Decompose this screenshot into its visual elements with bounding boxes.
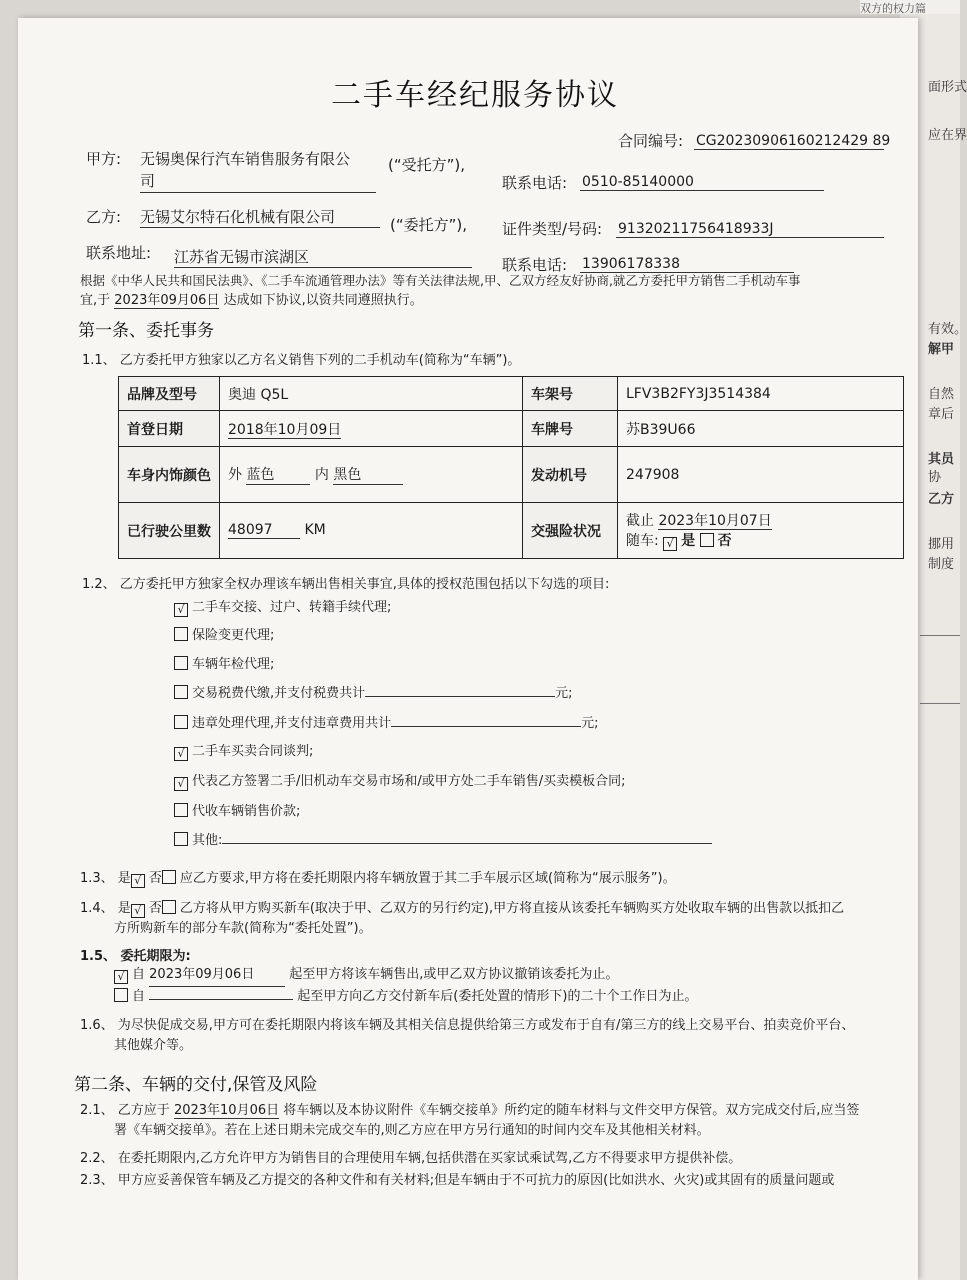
clause-2-1 (80, 1100, 859, 1122)
option-checkbox[interactable]: √ (174, 747, 188, 761)
party-a-phone: 0510-85140000 (580, 174, 824, 191)
clause-2-2: 2.2、 在委托期限内,乙方允许甲方为销售目的合理使用车辆,包括供潜在买家试乘试驾,乙方不得要求甲方提供补偿。 (80, 1151, 742, 1166)
plate-label: 车牌号 (523, 411, 618, 447)
vehicle-info-table (118, 376, 904, 559)
option-suffix: 元; (581, 716, 599, 731)
option-text: 二手车交接、过户、转籍手续代理; (192, 600, 392, 615)
edge-rule (920, 703, 960, 704)
party-b-role: (“委托方”), (390, 216, 468, 234)
clause-1-6-line2: 其他媒介等。 (114, 1038, 193, 1053)
top-strip: 双方的权力篇 (860, 0, 960, 14)
edge-text: 有效。 (928, 322, 967, 337)
party-a-role: (“受托方”), (388, 156, 466, 174)
clause-2-1-line2: 署《车辆交接单》。若在上述日期未完成交车的,则乙方应在甲方另行通知的时间内交车及其他相关材料。 (114, 1123, 710, 1138)
option-item (174, 712, 599, 731)
ins-date: 2023年10月07日 (658, 513, 772, 529)
edge-text: 乙方 (928, 492, 955, 507)
mileage-value: 48097 (228, 522, 300, 539)
engine-label: 发动机号 (523, 447, 618, 503)
party-b-name: 无锡艾尔特石化机械有限公司 (140, 206, 380, 228)
vin-label: 车架号 (523, 377, 618, 411)
insurance-expiry (626, 510, 895, 530)
insurance-with-car (626, 530, 895, 551)
article-1-title: 第一条、委托事务 (78, 321, 214, 341)
option-item (174, 653, 274, 672)
preamble-line1: 根据《中华人民共和国民法典》、《二手车流通管理办法》等有关法律法规,甲、乙双方经友好协商,就乙方委托甲方销售二手机动车事 (80, 273, 801, 288)
edge-text: 其员 (928, 452, 955, 467)
edge-text: 章后 (928, 407, 955, 422)
reg-date-cell (220, 411, 523, 447)
ins-prefix: 截止 (626, 513, 654, 529)
term-2-text: 起至甲方向乙方交付新车后(委托处置的情形下)的二十个工作日为止。 (297, 989, 698, 1004)
term-row-1 (114, 964, 618, 987)
party-a-label: 甲方: (86, 150, 122, 168)
option-checkbox[interactable] (174, 803, 188, 817)
option-checkbox[interactable] (174, 832, 188, 846)
option-item (174, 829, 712, 848)
option-checkbox[interactable] (174, 656, 188, 670)
address-label: 联系地址: (86, 244, 152, 262)
preamble-suffix: 达成如下协议,以资共同遵照执行。 (223, 293, 423, 308)
option-text: 交易税费代缴,并支付税费共计 (192, 686, 366, 701)
option-item (174, 800, 300, 819)
c13-yes-checkbox[interactable]: √ (131, 874, 145, 888)
option-item (174, 740, 313, 761)
clause-1-4-line2: 方所购新车的部分车款(简称为“委托处置”)。 (114, 921, 372, 936)
preamble-line2 (80, 290, 423, 312)
option-item (174, 770, 626, 791)
party-a-name-line2: 司 (140, 170, 376, 193)
color-label: 车身内饰颜色 (119, 447, 220, 503)
term-1-date: 2023年09月06日 (149, 964, 285, 987)
agreement-date: 2023年09月06日 (114, 293, 220, 308)
delivery-date: 2023年10月06日 (173, 1103, 280, 1118)
clause-1-4 (80, 898, 844, 920)
party-b-label: 乙方: (86, 208, 122, 226)
edge-text: 挪用 (928, 537, 955, 552)
reg-date-label: 首登日期 (119, 411, 220, 447)
c21-line1: 将车辆以及本协议附件《车辆交接单》所约定的随车材料与文件交甲方保管。双方完成交付后,应当签 (283, 1103, 860, 1118)
ins-no-checkbox[interactable] (700, 533, 714, 547)
c14-no-checkbox[interactable] (162, 900, 176, 914)
edge-text: 面形式 (928, 80, 967, 95)
option-suffix: 元; (555, 686, 573, 701)
ins-no-label: 否 (717, 533, 732, 549)
brand-value: 奥迪 Q5L (220, 377, 523, 411)
option-item (174, 596, 391, 617)
term-2-checkbox[interactable] (114, 988, 128, 1002)
option-item (174, 624, 274, 643)
ext-color: 蓝色 (246, 464, 310, 485)
clause-2-3: 2.3、 甲方应妥善保管车辆及乙方提交的各种文件和有关材料;但是车辆由于不可抗力的原因(比如洪水、火灾)或其固有的质量问题或 (80, 1173, 835, 1188)
ext-prefix: 外 (228, 467, 242, 483)
party-a-name-line1: 无锡奥保行汽车销售服务有限公 (140, 150, 351, 168)
ins-yes-checkbox[interactable]: √ (663, 537, 677, 551)
edge-text: 协 (928, 470, 942, 485)
edge-rule (920, 635, 960, 636)
mileage-label: 已行驶公里数 (119, 503, 220, 559)
mileage-cell (220, 503, 523, 559)
address-value: 江苏省无锡市滨湖区 (174, 246, 472, 268)
edge-text: 制度 (928, 557, 955, 572)
option-text: 代收车辆销售价款; (192, 804, 301, 819)
party-b-id-value: 91320211756418933J (616, 221, 884, 238)
party-a-phone-label: 联系电话: (502, 174, 568, 192)
c13-no-checkbox[interactable] (162, 870, 176, 884)
term-1-text: 起至甲方将该车辆售出,或甲乙双方协议撤销该委托为止。 (289, 967, 619, 982)
clause-1-6-line1: 1.6、 为尽快促成交易,甲方可在委托期限内将该车辆及其相关信息提供给第三方或发布于自有/第三方的线上交易平台、拍卖竞价平台、 (80, 1018, 855, 1033)
c13-text: 应乙方要求,甲方将在委托期限内将车辆放置于其二手车展示区域(简称为“展示服务”)。 (179, 871, 676, 886)
option-text: 保险变更代理; (192, 628, 275, 643)
term-2-prefix: 自 (132, 989, 146, 1004)
clause-1-1: 1.1、 乙方委托甲方独家以乙方名义销售下列的二手机动车(简称为“车辆”)。 (82, 353, 521, 368)
plate-value: 苏B39U66 (618, 411, 904, 447)
c14-line1: 乙方将从甲方购买新车(取决于甲、乙双方的另行约定),甲方将直接从该委托车辆购买方处收取车辆的出售款以抵扣乙 (179, 901, 845, 916)
vin-value: LFV3B2FY3J3514384 (618, 377, 904, 411)
insurance-label: 交强险状况 (523, 503, 618, 559)
document-title: 二手车经纪服务协议 (331, 78, 619, 113)
contract-page (18, 18, 918, 1280)
option-text: 代表乙方签署二手/旧机动车交易市场和/或甲方处二手车销售/买卖模板合同; (192, 774, 626, 789)
option-checkbox[interactable] (174, 685, 188, 699)
term-1-prefix: 自 (132, 967, 146, 982)
tax-amount-blank[interactable] (365, 696, 555, 697)
option-text: 二手车买卖合同谈判; (192, 744, 314, 759)
violation-amount-blank[interactable] (391, 726, 581, 727)
int-color: 黑色 (333, 464, 403, 485)
insurance-cell (618, 503, 904, 559)
c14-prefix: 1.4、 是 (80, 901, 131, 916)
option-checkbox[interactable]: √ (174, 777, 188, 791)
option-text: 其他: (192, 833, 223, 848)
c14-yes-checkbox[interactable]: √ (131, 904, 145, 918)
other-blank[interactable] (222, 843, 712, 844)
c13-prefix: 1.3、 是 (80, 871, 131, 886)
party-b-id-label: 证件类型/号码: (502, 220, 603, 238)
option-checkbox[interactable] (174, 715, 188, 729)
contract-no-value: CG20230906160212429 89 (696, 133, 891, 149)
party-b-phone: 13906178338 (580, 256, 794, 273)
term-row-2 (114, 986, 697, 1008)
engine-value: 247908 (618, 447, 904, 503)
article-2-title: 第二条、车辆的交付,保管及风险 (74, 1075, 318, 1095)
c14-no: 否 (148, 901, 162, 916)
edge-text: 自然 (928, 387, 955, 402)
party-b-phone-label: 联系电话: (502, 256, 568, 274)
contract-no-label: 合同编号: (618, 132, 684, 150)
ins-yes-label: 是 (681, 533, 696, 549)
c21-prefix: 2.1、 乙方应于 (80, 1103, 170, 1118)
option-text: 违章处理代理,并支付违章费用共计 (192, 716, 392, 731)
option-checkbox[interactable] (174, 627, 188, 641)
mileage-unit: KM (304, 522, 326, 538)
clause-1-5-title: 1.5、 委托期限为: (80, 949, 191, 964)
term-2-date-blank[interactable] (149, 999, 293, 1000)
color-cell (220, 447, 523, 503)
edge-text: 应在界 (928, 128, 967, 143)
option-item (174, 682, 573, 701)
int-prefix: 内 (314, 467, 329, 483)
brand-label: 品牌及型号 (119, 377, 220, 411)
edge-text: 解甲 (928, 342, 955, 357)
c13-no: 否 (148, 871, 162, 886)
term-1-checkbox[interactable]: √ (114, 970, 128, 984)
preamble-prefix: 宜,于 (80, 293, 111, 308)
ins-with-car-label: 随车: (626, 533, 659, 549)
clause-1-3 (80, 868, 676, 890)
clause-1-2: 1.2、 乙方委托甲方独家全权办理该车辆出售相关事宜,具体的授权范围包括以下勾选的项目: (82, 577, 610, 592)
reg-date-value: 2018年10月09日 (228, 421, 342, 438)
option-checkbox[interactable]: √ (174, 603, 188, 617)
option-text: 车辆年检代理; (192, 657, 275, 672)
